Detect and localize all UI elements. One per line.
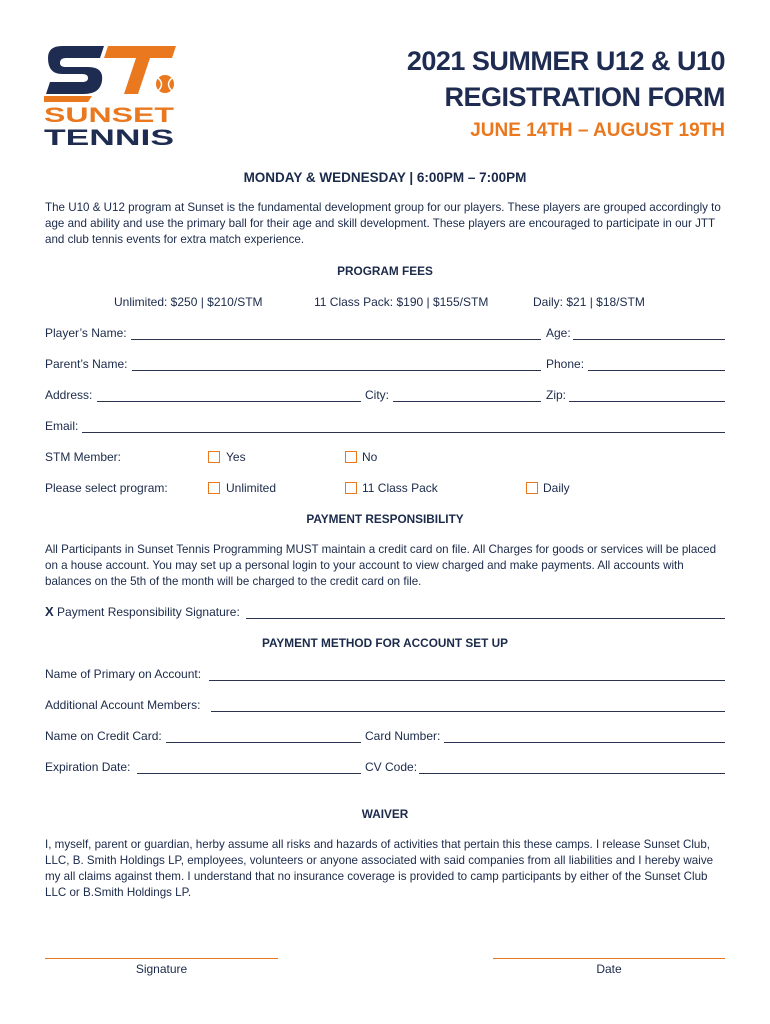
parent-name-field[interactable] [132,370,541,371]
payment-responsibility-heading: PAYMENT RESPONSIBILITY [306,512,464,526]
zip-field[interactable] [569,401,725,402]
fee-unlimited: Unlimited: $250 | $210/STM [114,295,263,309]
form-title-line1: 2021 SUMMER U12 & U10 [406,46,725,76]
expiration-field[interactable] [137,773,361,774]
stm-yes-label: Yes [226,450,246,464]
program-unlimited-checkbox[interactable] [208,482,220,494]
waiver-paragraph: I, myself, parent or guardian, herby assume all risks and hazards of activities that pertain this these camps. I release Sunset Club, LLC, B. Smith Holdings LP, employees, volunteers or anyone associated with said companies from all liabilities and I hereby waive my all claims against them. I understand that no insurance coverage is provided to camp participants by either of the Sunset Club LLC or B.Smith Holdings LP. [45,838,714,899]
waiver-signature-label: Signature [135,962,188,976]
program-daily-label: Daily [543,481,570,495]
expiration-label: Expiration Date: [45,760,131,774]
player-name-field[interactable] [131,339,541,340]
program-class-pack-label: 11 Class Pack [362,481,438,495]
primary-account-label: Name of Primary on Account: [45,667,202,681]
parent-name-label: Parent’s Name: [45,357,128,371]
phone-label: Phone: [546,357,585,371]
waiver-heading: WAIVER [361,807,409,821]
intro-paragraph: The U10 & U12 program at Sunset is the fundamental development group for our players. These players are grouped accordingly to age and ability and use the primary ball for their age and skill development. These players are encouraged to participate in our JTT and club tennis events for extra match experience. [45,201,721,246]
schedule: MONDAY & WEDNESDAY | 6:00PM – 7:00PM [243,170,527,185]
form-title-line2: REGISTRATION FORM [444,82,725,112]
program-unlimited-label: Unlimited [226,481,277,495]
zip-label: Zip: [546,388,567,402]
age-field[interactable] [573,339,725,340]
cv-code-label: CV Code: [365,760,418,774]
logo-mark-icon [44,44,179,149]
city-field[interactable] [393,401,541,402]
stm-yes-checkbox[interactable] [208,451,220,463]
payment-paragraph: All Participants in Sunset Tennis Programming MUST maintain a credit card on file. All Charges for goods or services will be placed on a house account. You may set up a personal login to your account to view charged and make payments. All accounts with balances on the 5th of the month will be charged to the credit card on file. [45,543,717,588]
card-number-field[interactable] [444,742,725,743]
city-label: City: [365,388,389,402]
select-program-label: Please select program: [45,481,168,495]
payment-signature-field[interactable] [246,618,725,619]
logo-line1: SUNSET [44,104,175,127]
x-mark: X [45,604,54,619]
cv-code-field[interactable] [419,773,725,774]
additional-members-label: Additional Account Members: [45,698,201,712]
payment-signature-row [45,604,240,619]
stm-member-label: STM Member: [45,450,122,464]
program-dates: JUNE 14TH – AUGUST 19TH [470,120,725,141]
payment-method-heading: PAYMENT METHOD FOR ACCOUNT SET UP [262,636,508,650]
logo-line2: TENNIS [44,125,174,149]
program-fees-heading: PROGRAM FEES [337,264,433,278]
player-name-label: Player’s Name: [45,326,127,340]
email-field[interactable] [82,432,725,433]
program-class-pack-checkbox[interactable] [345,482,357,494]
primary-account-field[interactable] [209,680,725,681]
stm-no-checkbox[interactable] [345,451,357,463]
address-field[interactable] [97,401,361,402]
age-label: Age: [546,326,571,340]
additional-members-field[interactable] [211,711,725,712]
waiver-date-label: Date [596,962,622,976]
stm-no-label: No [362,450,378,464]
phone-field[interactable] [588,370,725,371]
email-label: Email: [45,419,79,433]
waiver-date-field[interactable] [493,958,725,959]
fee-daily: Daily: $21 | $18/STM [533,295,645,309]
program-daily-checkbox[interactable] [526,482,538,494]
payment-signature-label: Payment Responsibility Signature: [57,605,240,619]
sunset-tennis-logo [44,44,179,149]
waiver-signature-field[interactable] [45,958,278,959]
card-number-label: Card Number: [365,729,441,743]
fee-class-pack: 11 Class Pack: $190 | $155/STM [314,295,489,309]
address-label: Address: [45,388,93,402]
name-on-card-field[interactable] [166,742,361,743]
name-on-card-label: Name on Credit Card: [45,729,162,743]
